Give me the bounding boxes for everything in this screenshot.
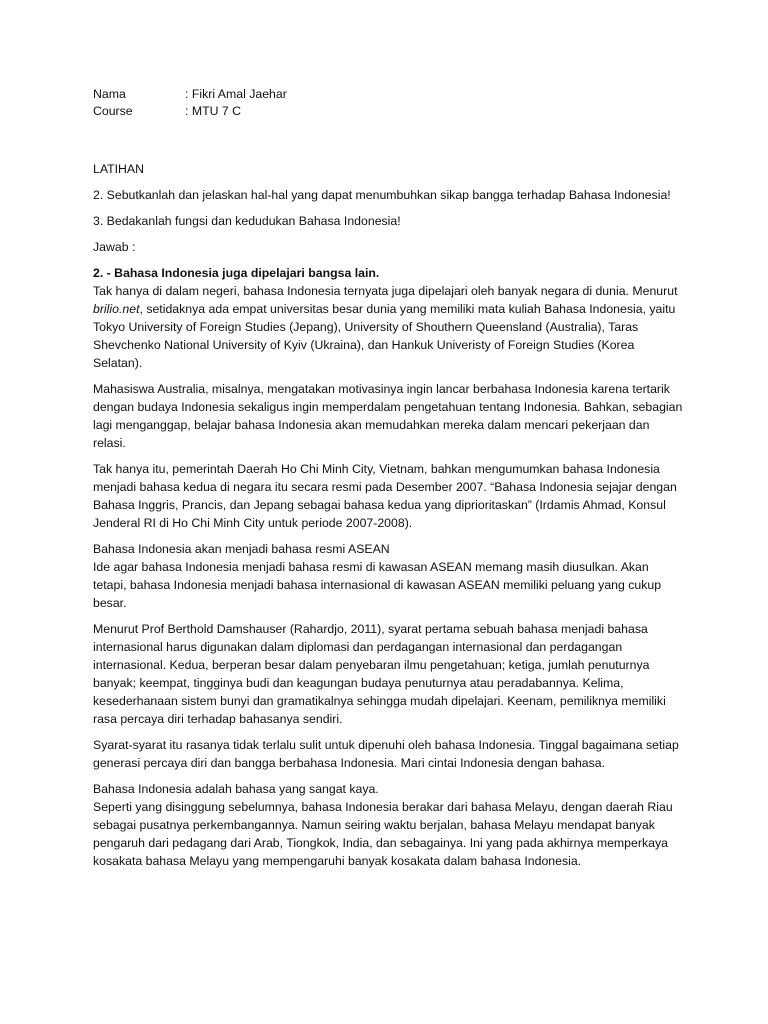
answer-paragraph-2: Mahasiswa Australia, misalnya, mengatakan motivasinya ingin lancar berbahasa Indonesia karena tertarik dengan budaya Indonesia sekaligus ingin memperdalam pengetahuan tentang Indonesia. Bahkan, sebagian lagi menganggap, belajar bahasa Indonesia akan memudahkan mereka dalam mencari pekerjaan dan relasi. [93,382,683,450]
answer-paragraph-6: Syarat-syarat itu rasanya tidak terlalu sulit untuk dipenuhi oleh bahasa Indonesia. Tinggal bagaimana setiap generasi percaya diri dan bangga berbahasa Indonesia. Mari cintai Indonesia dengan bahasa. [93,738,679,770]
source-brilio: brilio.net [93,302,140,316]
answer-point-2-heading: Bahasa Indonesia akan menjadi bahasa resmi ASEAN [93,542,390,556]
question-3: 3. Bedakanlah fungsi dan kedudukan Bahasa Indonesia! [93,214,401,228]
answer-paragraph-5: Menurut Prof Berthold Damshauser (Rahardjo, 2011), syarat pertama sebuah bahasa menjadi bahasa internasional harus digunakan dalam diplomasi dan perdagangan internasional dan perdagangan internasional. Kedua, berperan besar dalam penyebaran ilmu pengetahuan; ketiga, jumlah penuturnya banyak; keempat, tingginya budi dan keagungan budaya penuturnya atau peradabannya. Kelima, kesederhanaan sistem bunyi dan gramatikalnya sehingga mudah dipelajari. Keenam, pemiliknya memiliki rasa percaya diri terhadap bahasanya sendiri. [93,622,666,726]
course-label: Course [93,104,133,118]
course-row [93,103,683,120]
answer-paragraph-3: Tak hanya itu, pemerintah Daerah Ho Chi Minh City, Vietnam, bahkan mengumumkan bahasa Indonesia menjadi bahasa kedua di negara itu secara resmi pada Desember 2007. “Bahasa Indonesia sejajar dengan Bahasa Inggris, Prancis, dan Jepang sebagai bahasa kedua yang diprioritaskan” (Irdamis Ahmad, Konsul Jenderal RI di Ho Chi Minh City untuk periode 2007-2008). [93,462,677,530]
answer-point-3-heading: Bahasa Indonesia adalah bahasa yang sangat kaya. [93,782,379,796]
answer-paragraph-7: Seperti yang disinggung sebelumnya, bahasa Indonesia berakar dari bahasa Melayu, dengan daerah Riau sebagai pusatnya perkembangannya. Namun seiring waktu berjalan, bahasa Melayu mendapat banyak pengaruh dari pedagang dari Arab, Tiongkok, India, dan sebagainya. Ini yang pada akhirnya memperkaya kosakata bahasa Melayu yang mempengaruhi banyak kosakata dalam bahasa Indonesia. [93,800,673,868]
course-value: : MTU 7 C [185,104,242,118]
answer-paragraph-4: Ide agar bahasa Indonesia menjadi bahasa resmi di kawasan ASEAN memang masih diusulkan. Akan tetapi, bahasa Indonesia menjadi bahasa internasional di kawasan ASEAN memiliki peluang yang cukup besar. [93,560,662,610]
answer-paragraph-1-end: , setidaknya ada empat universitas besar dunia yang memiliki mata kuliah Bahasa Indonesia, yaitu Tokyo University of Foreign Studies (Jepang), University of Shouthern Queensland (Australia), Taras Shevchenko National University of Kyiv (Ukraina), dan Hankuk Univeristy of Foreign Studies (Korea Selatan). [93,302,676,370]
name-row [93,86,683,103]
answer-point-1-heading: 2. - Bahasa Indonesia juga dipelajari bangsa lain. [93,266,380,280]
answer-paragraph-1 [93,282,683,372]
question-2: 2. Sebutkanlah dan jelaskan hal-hal yang dapat menumbuhkan sikap bangga terhadap Bahasa Indonesia! [93,188,671,202]
document-body [93,86,683,870]
section-title: LATIHAN [93,162,145,176]
name-label: Nama [93,87,126,101]
answer-paragraph-1-start: Tak hanya di dalam negeri, bahasa Indonesia ternyata juga dipelajari oleh banyak negara di dunia. Menurut [93,284,678,298]
name-value: : Fikri Amal Jaehar [185,87,287,101]
answer-label: Jawab : [93,240,136,254]
